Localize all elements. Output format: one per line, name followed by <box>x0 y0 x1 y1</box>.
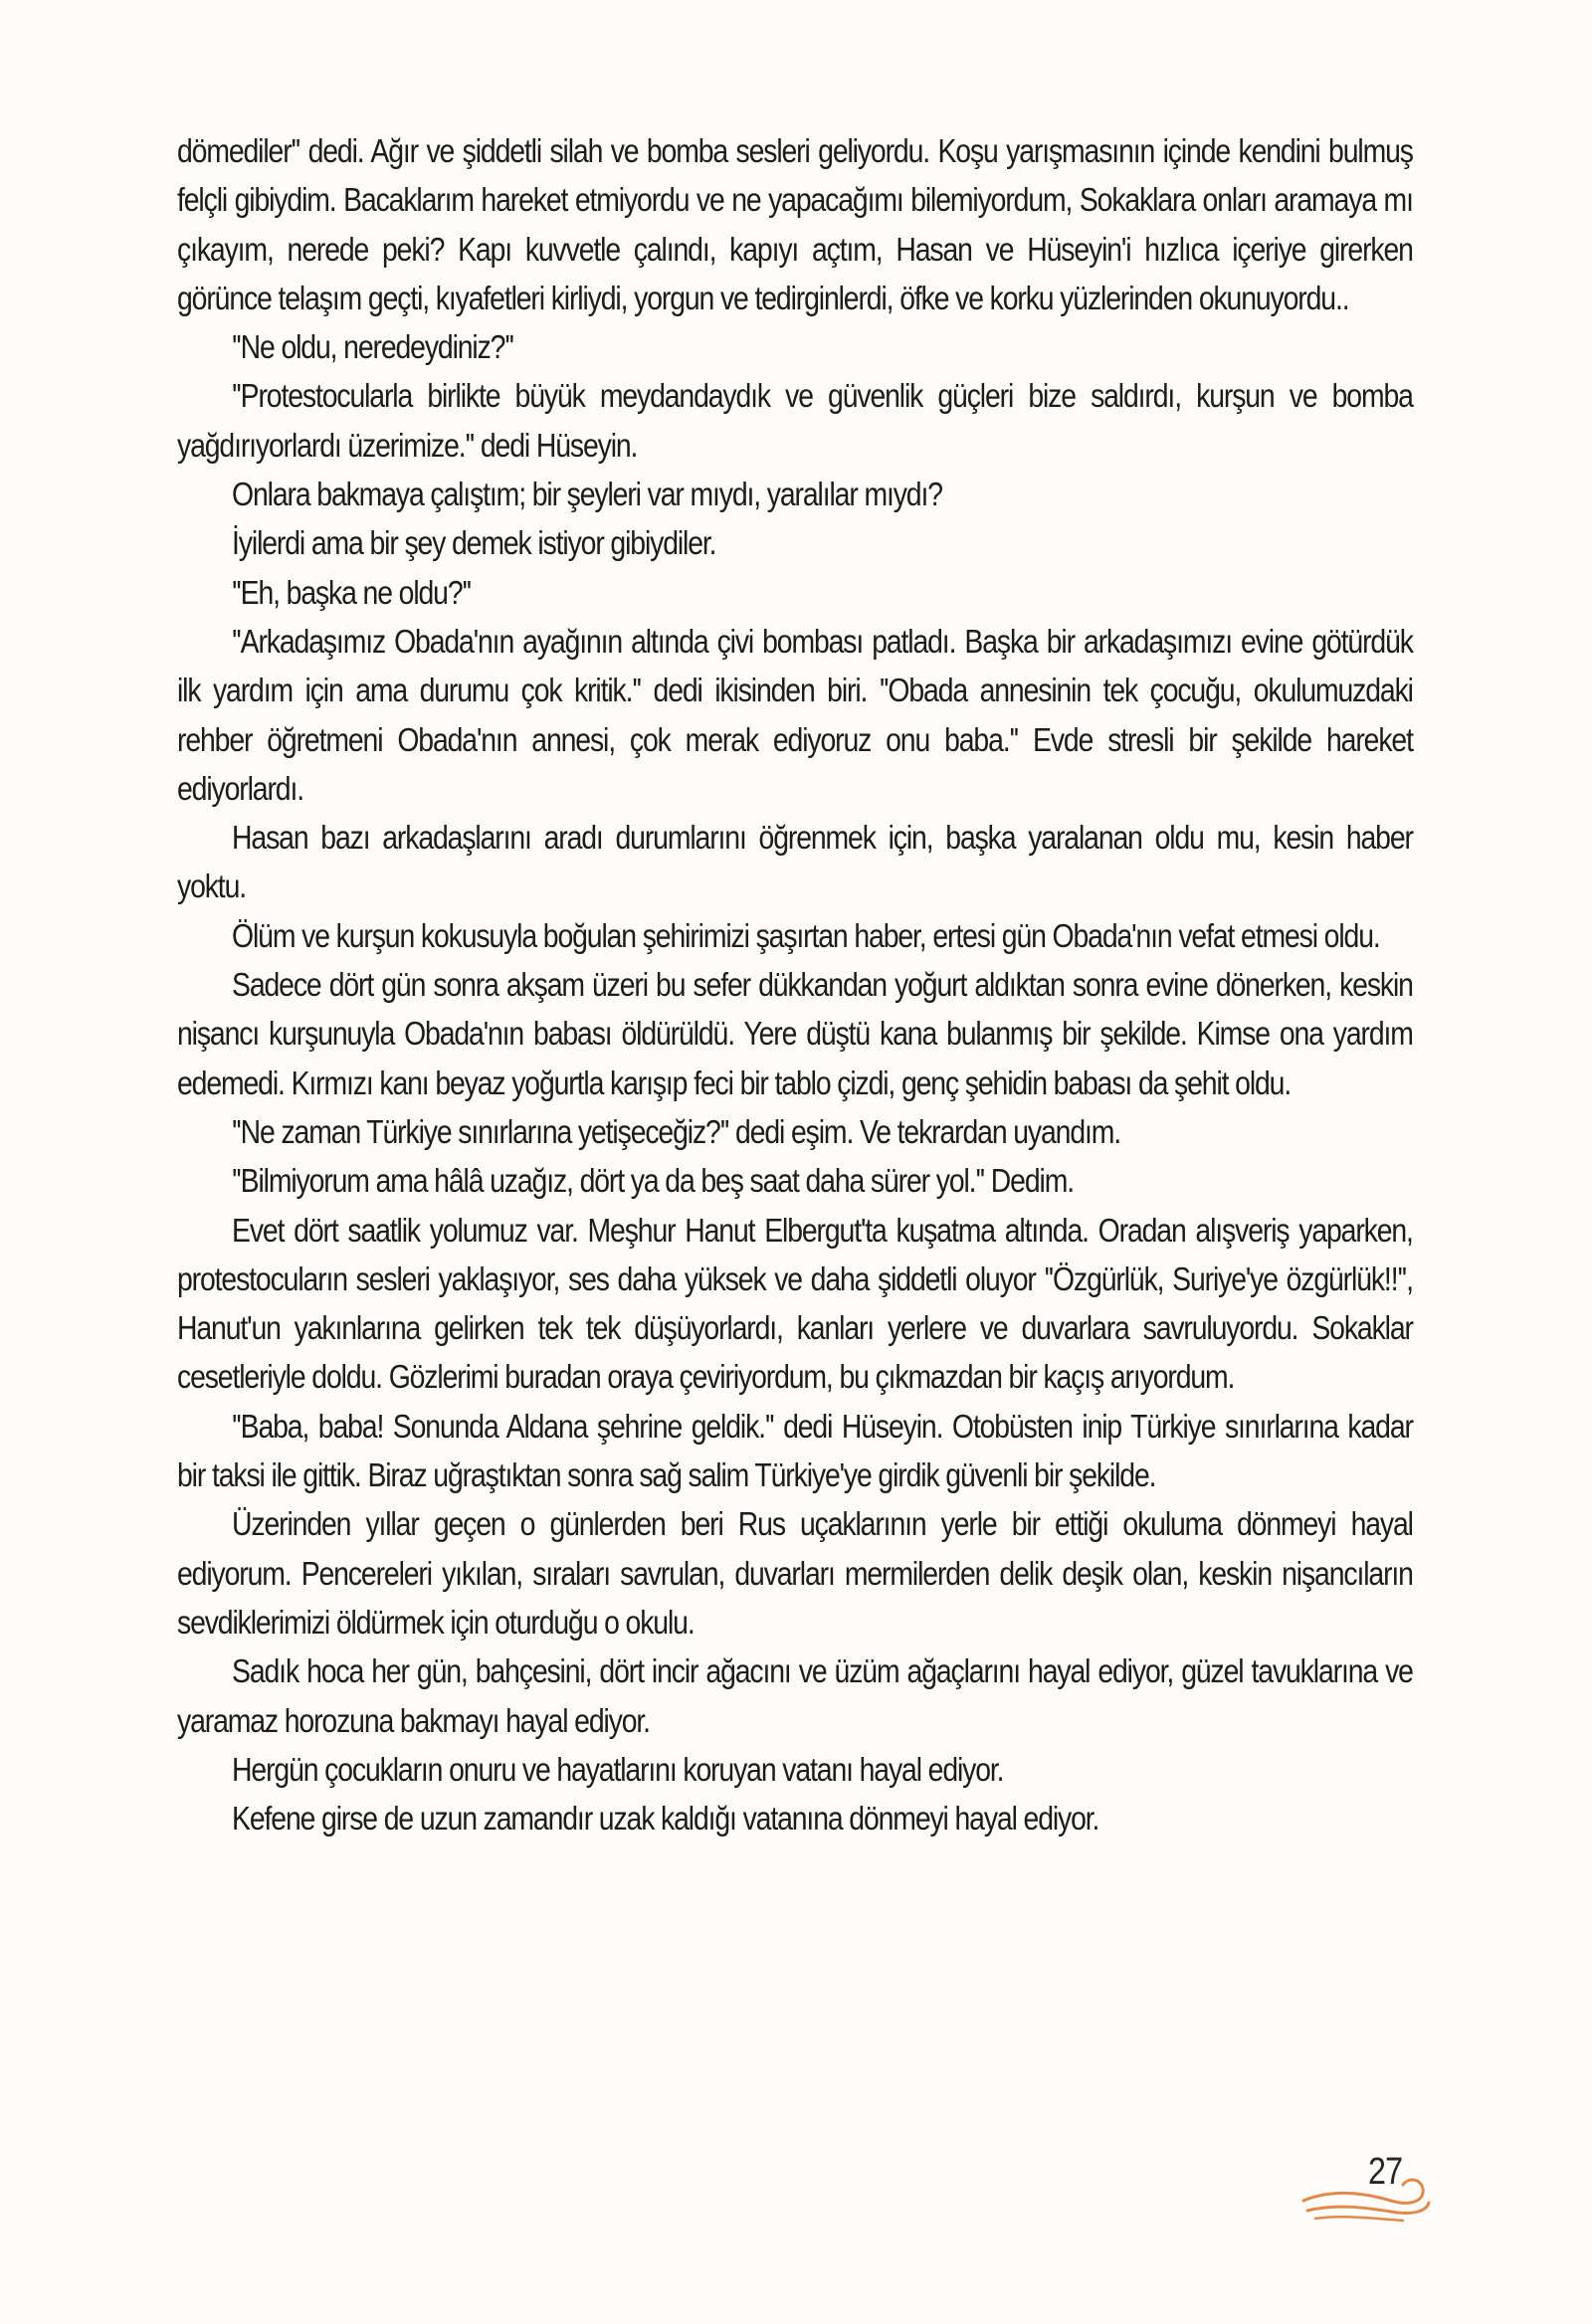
paragraph: Sadece dört gün sonra akşam üzeri bu sefer dükkandan yoğurt aldıktan sonra evine dönerken, keskin nişancı kurşunuyla Obada'nın babası öldürüldü. Yere düştü kana bulanmış bir şekilde. Kimse ona yardım edemedi. Kırmızı kanı beyaz yoğurtla karışıp feci bir tablo çizdi, genç şehidin babası da şehit oldu. <box>177 966 1413 1101</box>
paragraph: ''Eh, başka ne oldu?'' <box>232 573 472 611</box>
paragraph: Ölüm ve kurşun kokusuyla boğulan şehirimizi şaşırtan haber, ertesi gün Obada'nın vefat etmesi oldu. <box>232 916 1380 954</box>
paragraph: ''Ne zaman Türkiye sınırlarına yetişeceğiz?'' dedi eşim. Ve tekrardan uyandım. <box>232 1112 1121 1150</box>
paragraph: ''Bilmiyorum ama hâlâ uzağız, dört ya da beş saat daha sürer yol.'' Dedim. <box>232 1162 1074 1200</box>
paragraph: ''Protestocularla birlikte büyük meydandaydık ve güvenlik güçleri bize saldırdı, kurşun ve bomba yağdırıyorlardı üzerimize.'' dedi Hüseyin. <box>177 377 1413 464</box>
paragraph: dömediler'' dedi. Ağır ve şiddetli silah ve bomba sesleri geliyordu. Koşu yarışmasının içinde kendini bulmuş felçli gibiydim. Bacaklarım hareket etmiyordu ve ne yapacağımı bilemiyordum, Sokaklara onları aramaya mı çıkayım, nerede peki? Kapı kuvvetle çalındı, kapıyı açtım, Hasan ve Hüseyin'i hızlıca içeriye girerken görünce telaşım geçti, kıyafetleri kirliydi, yorgun ve tedirginlerdi, öfke ve korku yüzlerinden okunuyordu.. <box>177 132 1413 316</box>
paragraph: Evet dört saatlik yolumuz var. Meşhur Hanut Elbergut'ta kuşatma altında. Oradan alışveriş yaparken, protestocuların sesleri yaklaşıyor, ses daha yüksek ve daha şiddetli oluyor ''Özgürlük, Suriye'ye özgürlük!!'', Hanut'un yakınlarına gelirken tek tek düşüyorlardı, kanları yerlere ve duvarlara savruluyordu. Sokaklar cesetleriyle doldu. Gözlerimi buradan oraya çeviriyordum, bu çıkmazdan bir kaçış arıyordum. <box>177 1211 1413 1396</box>
paragraph: Hergün çocukların onuru ve hayatlarını koruyan vatanı hayal ediyor. <box>232 1750 1004 1788</box>
paragraph: Üzerinden yıllar geçen o günlerden beri Rus uçaklarının yerle bir ettiği okuluma dönmeyi hayal ediyorum. Pencereleri yıkılan, sıraları savrulan, duvarları mermilerden delik deşik olan, keskin nişancıların sevdiklerimizi öldürmek için oturduğu o okulu. <box>177 1505 1413 1641</box>
body-text <box>177 126 1413 1842</box>
paragraph: ''Baba, baba! Sonunda Aldana şehrine geldik.'' dedi Hüseyin. Otobüsten inip Türkiye sınırlarına kadar bir taksi ile gittik. Biraz uğraştıktan sonra sağ salim Türkiye'ye girdik güvenli bir şekilde. <box>177 1407 1413 1494</box>
paragraph: ''Arkadaşımız Obada'nın ayağının altında çivi bombası patladı. Başka bir arkadaşımızı evine götürdük ilk yardım için ama durumu çok kritik.'' dedi ikisinden biri. ''Obada annesinin tek çocuğu, okulumuzdaki rehber öğretmeni Obada'nın annesi, çok merak ediyoruz onu baba.'' Evde stresli bir şekilde hareket ediyorlardı. <box>177 622 1413 807</box>
paragraph: Kefene girse de uzun zamandır uzak kaldığı vatanına dönmeyi hayal ediyor. <box>232 1800 1099 1838</box>
paragraph: ''Ne oldu, neredeydiniz?'' <box>232 328 513 366</box>
swirl-ornament-icon <box>1294 2149 1433 2228</box>
paragraph: İyilerdi ama bir şey demek istiyor gibiydiler. <box>232 524 716 562</box>
paragraph: Hasan bazı arkadaşlarını aradı durumlarını öğrenmek için, başka yaralanan oldu mu, kesin haber yoktu. <box>177 819 1413 905</box>
paragraph: Onlara bakmaya çalıştım; bir şeyleri var mıydı, yaralılar mıydı? <box>232 476 942 513</box>
page-number: 27 <box>1368 2151 1403 2193</box>
paragraph: Sadık hoca her gün, bahçesini, dört incir ağacını ve üzüm ağaçlarını hayal ediyor, güzel tavuklarına ve yaramaz horozuna bakmayı hayal ediyor. <box>177 1652 1413 1739</box>
